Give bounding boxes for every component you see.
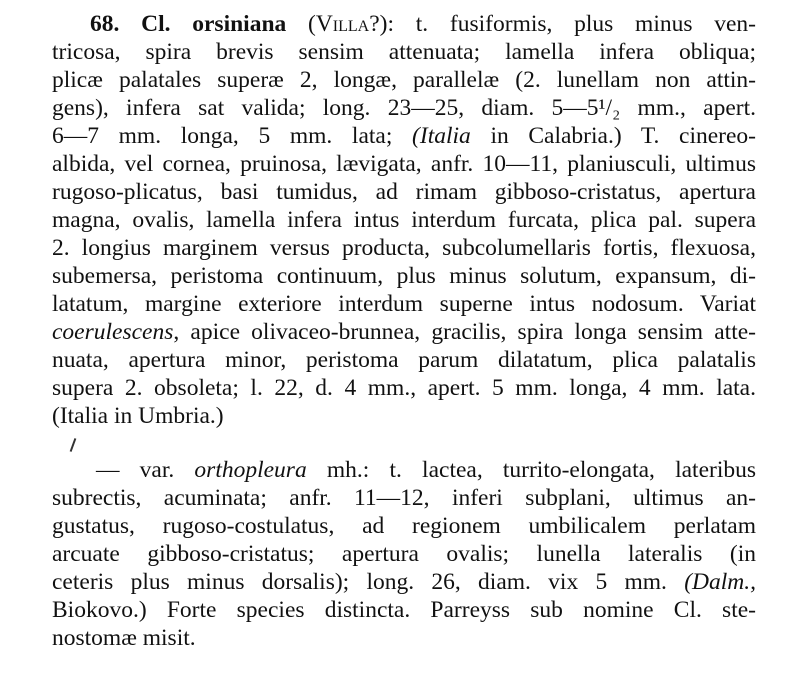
text-line-19 [52, 540, 756, 568]
text-line-22 [52, 624, 756, 652]
text-line-18 [52, 512, 756, 540]
text-line-5 [52, 122, 756, 150]
line-text: in Calabria.) T. cinereo- [470, 123, 756, 149]
line-text: , apice olivaceo-brunnea, gracilis, spira longa sensim atte- [173, 319, 756, 345]
line-text: nuata, apertura minor, peristoma parum dilatatum, plica palatalis [52, 347, 756, 373]
line-text: albida, vel cornea, pruinosa, lævigata, anfr. 10—11, planiusculi, ultimus [52, 151, 756, 177]
variety-name-italic: coerulescens [52, 319, 174, 345]
locality-italic: (Dalm., [684, 569, 757, 595]
line-text: 6—7 mm. longa, 5 mm. lata; [52, 123, 393, 149]
line-text: subemersa, peristoma continuum, plus minus solutum, expansum, di- [52, 263, 756, 289]
pencil-mark [70, 438, 77, 452]
line-text: gustatus, rugoso-costulatus, ad regionem umbilicalem perlatam [52, 513, 756, 539]
line-text: rugoso-plicatus, basi tumidus, ad rimam gibboso-cristatus, apertura [52, 179, 756, 205]
variety-author: mh. [306, 457, 363, 483]
text-line-1 [90, 10, 756, 38]
species-author: (Villa?) [308, 11, 388, 37]
line-text: gens), infera sat valida; long. 23—25, diam. 5—5¹/₂ mm., apert. [52, 95, 756, 121]
text-line-9 [52, 234, 756, 262]
line-text: : t. lactea, turrito-elongata, lateribus [362, 457, 756, 483]
text-line-20 [52, 568, 756, 596]
text-line-8 [52, 206, 756, 234]
text-line-13 [52, 346, 756, 374]
line-text: nostomæ misit. [52, 625, 196, 651]
line-text: (Italia in Umbria.) [52, 403, 224, 429]
line-text: magna, ovalis, lamella infera intus interdum furcata, plica pal. supera [52, 207, 756, 233]
line-text: 2. longius marginem versus producta, subcolumellaris fortis, flexuosa, [52, 235, 756, 261]
text-line-14 [52, 374, 756, 402]
line-text: arcuate gibboso-cristatus; apertura ovalis; lunella lateralis (in [52, 541, 756, 567]
variety-name: orthopleura [194, 457, 307, 483]
text-line-10 [52, 262, 756, 290]
entry-number: 68. [90, 11, 120, 37]
text-line-7 [52, 178, 756, 206]
line-text: : t. fusiformis, plus minus ven- [387, 11, 757, 37]
line-text: Biokovo.) Forte species distincta. Parreyss sub nomine Cl. ste- [52, 597, 756, 623]
text-line-2 [52, 38, 756, 66]
text-line-15 [52, 402, 756, 430]
text-line-17 [52, 484, 756, 512]
text-line-3 [52, 66, 756, 94]
text-line-21 [52, 596, 756, 624]
text-line-16 [96, 456, 756, 484]
line-text: plicæ palatales superæ 2, longæ, parallelæ (2. lunellam non attin- [52, 67, 756, 93]
text-line-11 [52, 290, 756, 318]
locality-italic: (Italia [412, 123, 471, 149]
species-name: Cl. orsiniana [141, 11, 287, 37]
text-line-4 [52, 94, 756, 122]
line-text: supera 2. obsoleta; l. 22, d. 4 mm., apert. 5 mm. longa, 4 mm. lata. [52, 375, 756, 401]
line-text: ceteris plus minus dorsalis); long. 26, diam. vix 5 mm. [52, 569, 667, 595]
line-text: tricosa, spira brevis sensim attenuata; lamella infera obliqua; [52, 39, 756, 65]
text-line-6 [52, 150, 756, 178]
line-text: subrectis, acuminata; anfr. 11—12, inferi subplani, ultimus an- [52, 485, 756, 511]
text-line-12 [52, 318, 756, 346]
line-text: latatum, margine exteriore interdum superne intus nodosum. Variat [52, 291, 756, 317]
variety-dash: — var. [96, 457, 195, 483]
